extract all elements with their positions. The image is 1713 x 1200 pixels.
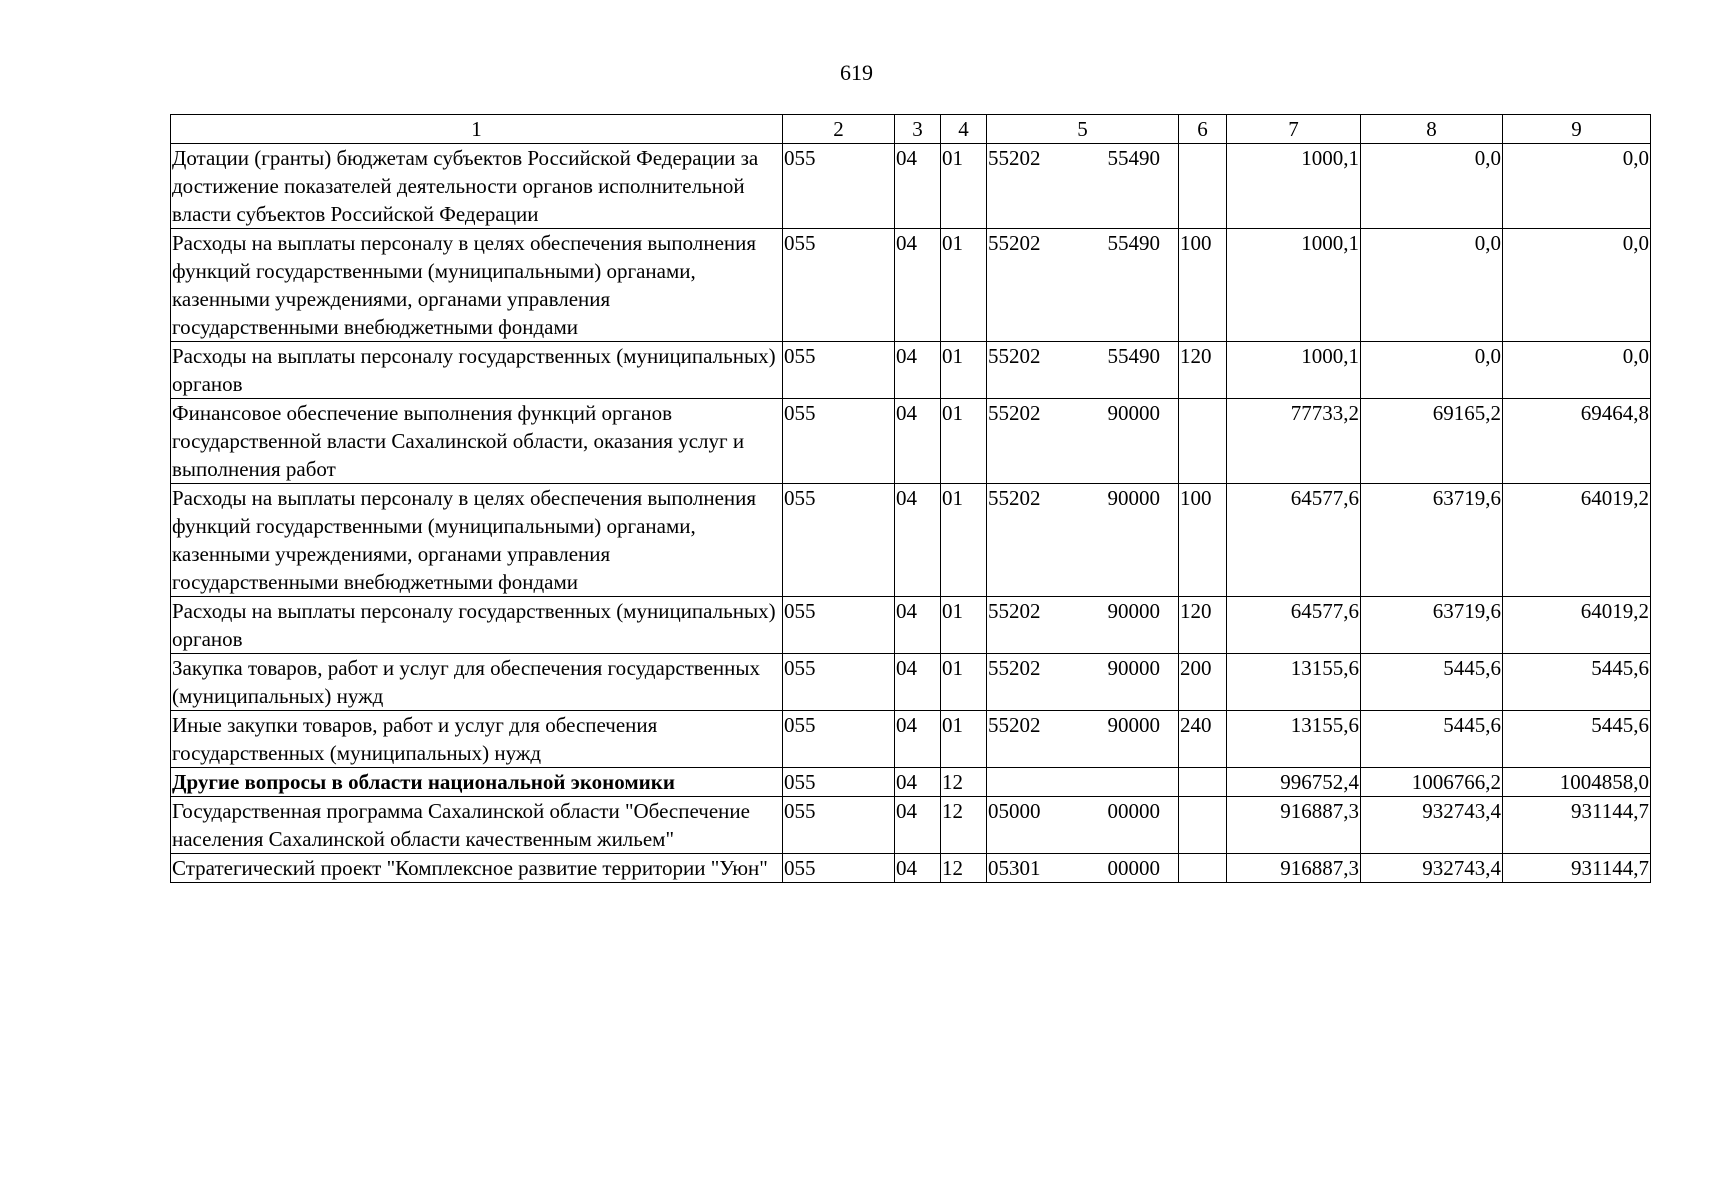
code-5-cell [987, 768, 1179, 797]
code-cell: 100 [1179, 229, 1227, 342]
table-row [171, 768, 1651, 797]
budget-table [170, 114, 1651, 883]
code-5-part-2: 00000 [1107, 856, 1160, 880]
amount-cell: 0,0 [1503, 144, 1651, 229]
code-cell: 04 [895, 654, 941, 711]
table-row [171, 854, 1651, 883]
code-cell: 055 [783, 597, 895, 654]
amount-cell: 916887,3 [1227, 854, 1361, 883]
code-cell: 04 [895, 797, 941, 854]
code-cell: 055 [783, 768, 895, 797]
table-row [171, 797, 1651, 854]
code-cell: 100 [1179, 484, 1227, 597]
row-name-cell: Финансовое обеспечение выполнения функций органов государственной власти Сахалинской области, оказания услуг и выполнения работ [171, 399, 783, 484]
amount-cell: 69165,2 [1361, 399, 1503, 484]
code-cell: 055 [783, 144, 895, 229]
code-5-part-2: 00000 [1107, 799, 1160, 823]
code-5-cell [987, 597, 1179, 654]
code-5-part-2: 90000 [1107, 486, 1160, 510]
table-row [171, 597, 1651, 654]
column-header: 3 [895, 115, 941, 144]
code-cell: 04 [895, 711, 941, 768]
code-cell: 120 [1179, 597, 1227, 654]
row-name-cell: Расходы на выплаты персоналу в целях обеспечения выполнения функций государственными (муниципальными) органами, казенными учреждениями, органами управления государственными внебюджетными фондами [171, 484, 783, 597]
table-row [171, 144, 1651, 229]
code-cell [1179, 768, 1227, 797]
amount-cell: 64577,6 [1227, 484, 1361, 597]
code-5-part-1: 55202 [988, 713, 1041, 737]
amount-cell: 5445,6 [1503, 654, 1651, 711]
amount-cell: 1004858,0 [1503, 768, 1651, 797]
table-row [171, 711, 1651, 768]
row-name-cell: Расходы на выплаты персоналу государственных (муниципальных) органов [171, 342, 783, 399]
code-cell: 01 [941, 229, 987, 342]
code-cell: 01 [941, 654, 987, 711]
code-cell: 04 [895, 229, 941, 342]
table-row [171, 342, 1651, 399]
amount-cell: 932743,4 [1361, 797, 1503, 854]
code-cell: 055 [783, 342, 895, 399]
code-cell: 12 [941, 854, 987, 883]
code-cell [1179, 144, 1227, 229]
amount-cell: 1006766,2 [1361, 768, 1503, 797]
amount-cell: 996752,4 [1227, 768, 1361, 797]
code-5-part-2: 55490 [1107, 146, 1160, 170]
code-cell: 055 [783, 854, 895, 883]
code-cell: 04 [895, 144, 941, 229]
amount-cell: 5445,6 [1361, 654, 1503, 711]
code-cell: 055 [783, 654, 895, 711]
amount-cell: 63719,6 [1361, 597, 1503, 654]
code-5-cell [987, 854, 1179, 883]
code-cell: 055 [783, 399, 895, 484]
code-5-part-2: 90000 [1107, 401, 1160, 425]
code-cell: 055 [783, 229, 895, 342]
column-header: 7 [1227, 115, 1361, 144]
code-5-part-1: 05301 [988, 856, 1041, 880]
code-cell [1179, 797, 1227, 854]
code-5-cell [987, 144, 1179, 229]
code-cell: 055 [783, 711, 895, 768]
code-cell: 01 [941, 342, 987, 399]
amount-cell: 5445,6 [1361, 711, 1503, 768]
amount-cell: 932743,4 [1361, 854, 1503, 883]
code-cell: 04 [895, 768, 941, 797]
code-cell: 055 [783, 797, 895, 854]
code-cell: 01 [941, 144, 987, 229]
code-5-part-1: 55202 [988, 401, 1041, 425]
code-5-part-1: 55202 [988, 599, 1041, 623]
row-name-cell: Государственная программа Сахалинской области "Обеспечение населения Сахалинской области качественным жильем" [171, 797, 783, 854]
row-name-cell: Закупка товаров, работ и услуг для обеспечения государственных (муниципальных) нужд [171, 654, 783, 711]
code-cell: 04 [895, 399, 941, 484]
code-5-cell [987, 342, 1179, 399]
code-5-part-2: 90000 [1107, 656, 1160, 680]
row-name-cell: Иные закупки товаров, работ и услуг для обеспечения государственных (муниципальных) нужд [171, 711, 783, 768]
code-5-part-1: 55202 [988, 656, 1041, 680]
amount-cell: 0,0 [1361, 229, 1503, 342]
code-cell: 12 [941, 797, 987, 854]
code-cell: 04 [895, 854, 941, 883]
code-5-part-1: 05000 [988, 799, 1041, 823]
table-row [171, 229, 1651, 342]
column-header: 1 [171, 115, 783, 144]
code-cell [1179, 399, 1227, 484]
code-cell: 055 [783, 484, 895, 597]
amount-cell: 0,0 [1503, 229, 1651, 342]
table-header-row [171, 115, 1651, 144]
page-number: 619 [840, 60, 873, 85]
column-header: 5 [987, 115, 1179, 144]
table-row [171, 654, 1651, 711]
code-cell: 01 [941, 484, 987, 597]
code-5-cell [987, 711, 1179, 768]
table-row [171, 484, 1651, 597]
code-cell [1179, 854, 1227, 883]
amount-cell: 69464,8 [1503, 399, 1651, 484]
amount-cell: 931144,7 [1503, 797, 1651, 854]
code-cell: 12 [941, 768, 987, 797]
amount-cell: 916887,3 [1227, 797, 1361, 854]
code-5-part-2: 90000 [1107, 713, 1160, 737]
column-header: 4 [941, 115, 987, 144]
code-5-cell [987, 654, 1179, 711]
amount-cell: 1000,1 [1227, 229, 1361, 342]
amount-cell: 77733,2 [1227, 399, 1361, 484]
code-cell: 120 [1179, 342, 1227, 399]
code-cell: 01 [941, 399, 987, 484]
column-header: 6 [1179, 115, 1227, 144]
amount-cell: 64019,2 [1503, 484, 1651, 597]
amount-cell: 64577,6 [1227, 597, 1361, 654]
amount-cell: 931144,7 [1503, 854, 1651, 883]
code-cell: 04 [895, 484, 941, 597]
code-cell: 01 [941, 711, 987, 768]
amount-cell: 0,0 [1503, 342, 1651, 399]
amount-cell: 63719,6 [1361, 484, 1503, 597]
amount-cell: 13155,6 [1227, 711, 1361, 768]
code-5-part-1: 55202 [988, 146, 1041, 170]
code-5-part-2: 55490 [1107, 231, 1160, 255]
row-name-cell: Расходы на выплаты персоналу государственных (муниципальных) органов [171, 597, 783, 654]
code-5-part-2: 90000 [1107, 599, 1160, 623]
amount-cell: 0,0 [1361, 342, 1503, 399]
code-5-part-2: 55490 [1107, 344, 1160, 368]
amount-cell: 5445,6 [1503, 711, 1651, 768]
code-5-cell [987, 484, 1179, 597]
row-name-cell: Стратегический проект "Комплексное развитие территории "Уюн" [171, 854, 783, 883]
code-5-part-1: 55202 [988, 231, 1041, 255]
amount-cell: 13155,6 [1227, 654, 1361, 711]
amount-cell: 1000,1 [1227, 342, 1361, 399]
row-name-cell: Дотации (гранты) бюджетам субъектов Российской Федерации за достижение показателей деятельности органов исполнительной власти субъектов Российской Федерации [171, 144, 783, 229]
code-5-cell [987, 797, 1179, 854]
code-5-part-1: 55202 [988, 344, 1041, 368]
code-5-cell [987, 229, 1179, 342]
amount-cell: 0,0 [1361, 144, 1503, 229]
column-header: 2 [783, 115, 895, 144]
code-cell: 04 [895, 342, 941, 399]
amount-cell: 64019,2 [1503, 597, 1651, 654]
code-cell: 200 [1179, 654, 1227, 711]
column-header: 9 [1503, 115, 1651, 144]
code-cell: 01 [941, 597, 987, 654]
code-5-cell [987, 399, 1179, 484]
column-header: 8 [1361, 115, 1503, 144]
amount-cell: 1000,1 [1227, 144, 1361, 229]
code-cell: 240 [1179, 711, 1227, 768]
code-cell: 04 [895, 597, 941, 654]
code-5-part-1: 55202 [988, 486, 1041, 510]
row-name-cell: Другие вопросы в области национальной экономики [171, 768, 783, 797]
row-name-cell: Расходы на выплаты персоналу в целях обеспечения выполнения функций государственными (муниципальными) органами, казенными учреждениями, органами управления государственными внебюджетными фондами [171, 229, 783, 342]
table-row [171, 399, 1651, 484]
